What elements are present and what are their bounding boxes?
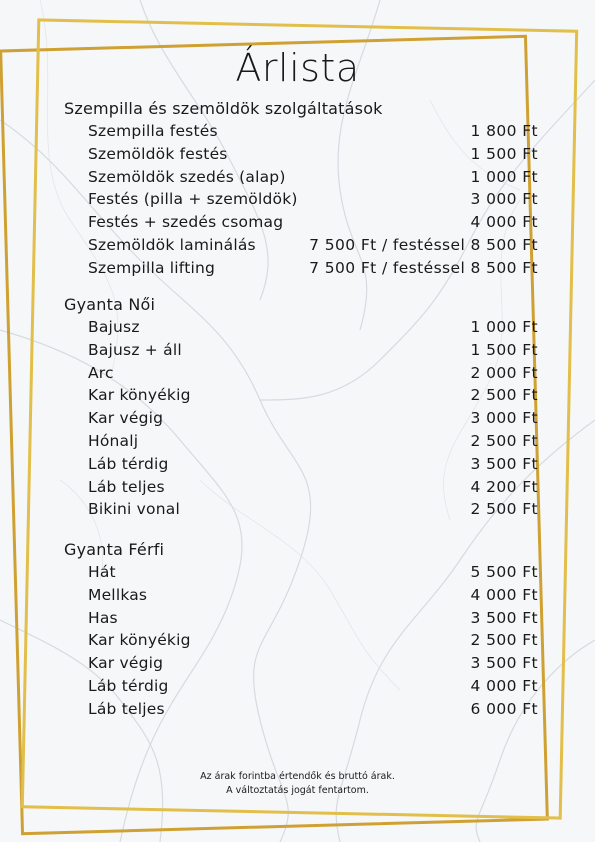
service-name: Kar könyékig [88, 386, 191, 405]
price-row [64, 316, 544, 339]
price-row [64, 362, 544, 385]
service-price: 7 500 Ft / festéssel 8 500 Ft [309, 258, 538, 277]
price-row [64, 143, 544, 166]
price-row [64, 384, 544, 407]
service-price: 3 500 Ft [470, 608, 538, 627]
service-price: 2 500 Ft [470, 386, 538, 405]
section-wax-men [64, 539, 544, 721]
price-row [64, 120, 544, 143]
service-name: Bikini vonal [88, 500, 180, 519]
service-price: 3 500 Ft [470, 454, 538, 473]
footer-note [0, 770, 595, 798]
service-price: 4 200 Ft [470, 477, 538, 496]
service-name: Szemöldök laminálás [88, 235, 256, 254]
price-row [64, 407, 544, 430]
service-name: Kar könyékig [88, 631, 191, 650]
price-row [64, 652, 544, 675]
price-row [64, 561, 544, 584]
service-name: Hát [88, 563, 116, 581]
service-name: Láb térdig [88, 676, 169, 695]
price-row [64, 257, 544, 280]
price-row [64, 476, 544, 499]
footer-line-prices: Az árak forintba értendők és bruttó árak. [200, 771, 395, 782]
section-wax-women [64, 294, 544, 521]
service-price: 1 800 Ft [470, 122, 538, 140]
service-name: Bajusz + áll [88, 340, 182, 359]
price-row [64, 234, 544, 257]
service-name: Arc [88, 363, 114, 382]
price-row [64, 498, 544, 521]
price-row [64, 188, 544, 211]
service-price: 6 000 Ft [470, 699, 538, 718]
service-price: 3 000 Ft [470, 190, 538, 209]
service-name: Láb teljes [88, 477, 165, 496]
service-name: Festés + szedés csomag [88, 213, 284, 232]
service-price: 1 500 Ft [470, 144, 538, 163]
service-name: Festés (pilla + szemöldök) [88, 190, 298, 209]
service-price: 1 500 Ft [470, 340, 538, 359]
price-row [64, 211, 544, 234]
section-title: Szempilla és szemöldök szolgáltatások [64, 99, 383, 118]
service-price: 3 000 Ft [470, 409, 538, 428]
service-price: 3 500 Ft [470, 654, 538, 673]
price-row [64, 698, 544, 721]
price-row [64, 607, 544, 630]
service-name: Szempilla festés [88, 122, 218, 140]
price-row [64, 166, 544, 189]
section-eyelash-eyebrow [64, 98, 544, 280]
service-name: Szemöldök festés [88, 144, 228, 163]
service-price: 1 000 Ft [470, 167, 538, 186]
section-title: Gyanta Női [64, 295, 156, 314]
price-row [64, 675, 544, 698]
section-title: Gyanta Férfi [64, 540, 165, 559]
service-price: 2 500 Ft [470, 631, 538, 650]
service-price: 5 500 Ft [470, 563, 538, 581]
price-row [64, 339, 544, 362]
price-row [64, 453, 544, 476]
service-name: Kar végig [88, 654, 164, 673]
service-price: 2 500 Ft [470, 431, 538, 450]
service-name: Szempilla lifting [88, 258, 216, 277]
service-name: Bajusz [88, 318, 140, 336]
service-price: 2 500 Ft [470, 500, 538, 519]
service-price: 4 000 Ft [470, 585, 538, 604]
price-row [64, 584, 544, 607]
service-price: 4 000 Ft [470, 676, 538, 695]
service-price: 1 000 Ft [470, 318, 538, 336]
footer-line-rights: A változtatás jogát fentartom. [226, 785, 369, 796]
service-name: Mellkas [88, 585, 148, 604]
page-title: Árlista [235, 46, 360, 90]
service-name: Láb térdig [88, 454, 169, 473]
service-name: Szemöldök szedés (alap) [88, 167, 286, 186]
price-row [64, 629, 544, 652]
service-price: 2 000 Ft [470, 363, 538, 382]
service-name: Láb teljes [88, 699, 165, 718]
service-name: Hónalj [88, 431, 139, 450]
service-name: Kar végig [88, 409, 164, 428]
service-price: 4 000 Ft [470, 213, 538, 232]
price-row [64, 430, 544, 453]
service-name: Has [88, 608, 118, 627]
service-price: 7 500 Ft / festéssel 8 500 Ft [309, 235, 538, 254]
